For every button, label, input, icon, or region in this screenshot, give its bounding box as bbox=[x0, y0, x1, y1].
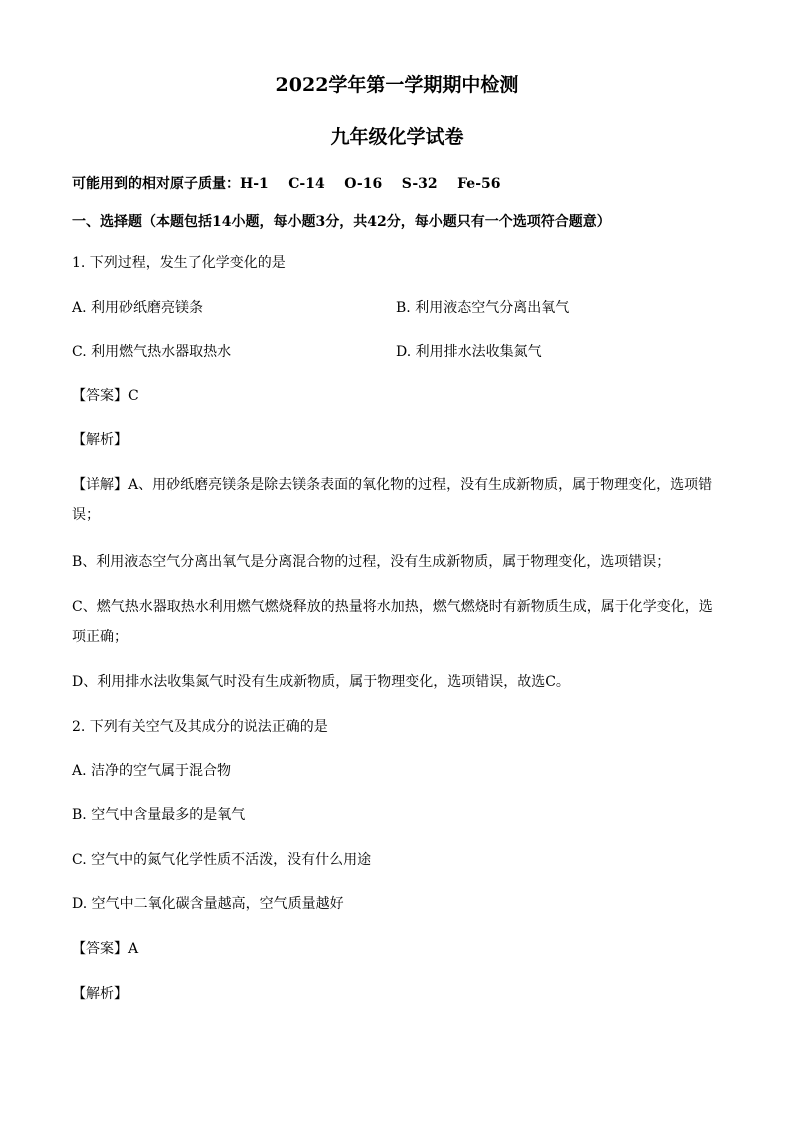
exam-title: 2022学年第一学期期中检测 bbox=[275, 74, 519, 96]
q2-option-b: B. 空气中含量最多的是氧气 bbox=[72, 807, 246, 823]
q1-analysis-label: 【解析】 bbox=[72, 432, 128, 448]
q1-stem: 1. 下列过程，发生了化学变化的是 bbox=[72, 255, 286, 271]
q1-detail-b: B、利用液态空气分离出氧气是分离混合物的过程，没有生成新物质，属于物理变化，选项错误； bbox=[72, 554, 671, 570]
q1-option-a: A. 利用砂纸磨亮镁条 bbox=[72, 300, 204, 316]
q1-detail-c: C、燃气热水器取热水利用燃气燃烧释放的热量将水加热，燃气燃烧时有新物质生成，属于化学变化，选项正确； bbox=[72, 599, 713, 645]
q2-answer: 【答案】A bbox=[72, 941, 139, 957]
q1-option-b: B. 利用液态空气分离出氧气 bbox=[396, 300, 570, 316]
q2-option-d: D. 空气中二氧化碳含量越高，空气质量越好 bbox=[72, 896, 344, 912]
atomic-masses: 可能用到的相对原子质量：H-1 C-14 O-16 S-32 Fe-56 bbox=[72, 176, 501, 192]
q1-option-c: C. 利用燃气热水器取热水 bbox=[72, 344, 232, 360]
q2-stem: 2. 下列有关空气及其成分的说法正确的是 bbox=[72, 719, 328, 735]
q1-detail-d: D、利用排水法收集氮气时没有生成新物质，属于物理变化，选项错误，故选C。 bbox=[72, 674, 570, 690]
q2-option-a: A. 洁净的空气属于混合物 bbox=[72, 763, 232, 779]
q1-detail-a: 【详解】A、用砂纸磨亮镁条是除去镁条表面的氧化物的过程，没有生成新物质，属于物理变化，选项错误； bbox=[72, 477, 713, 523]
section-heading: 一、选择题（本题包括14小题，每小题3分，共42分，每小题只有一个选项符合题意） bbox=[72, 214, 611, 230]
q2-option-c: C. 空气中的氮气化学性质不活泼，没有什么用途 bbox=[72, 852, 372, 868]
q2-analysis-label: 【解析】 bbox=[72, 986, 128, 1002]
q1-option-d: D. 利用排水法收集氮气 bbox=[396, 344, 542, 360]
exam-subtitle: 九年级化学试卷 bbox=[330, 126, 464, 148]
q1-answer: 【答案】C bbox=[72, 388, 139, 404]
